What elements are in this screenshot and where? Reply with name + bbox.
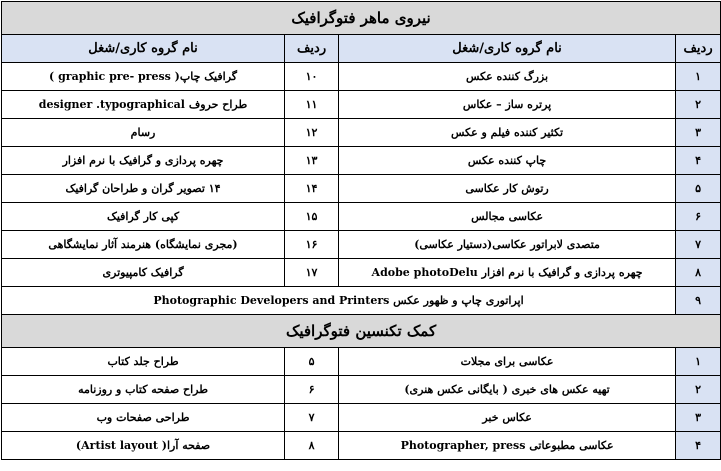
row-number: ۳ [676, 404, 721, 432]
job-name: تکثیر کننده فیلم و عکس [339, 119, 676, 147]
column-header-row [2, 35, 721, 63]
row-number: ۲ [676, 376, 721, 404]
header-name-right: نام گروه کاری/شغل [339, 35, 676, 63]
row-number: ۱۰ [285, 63, 339, 91]
header-name-left: نام گروه کاری/شغل [2, 35, 285, 63]
job-name: کپی کار گرافیک [2, 203, 285, 231]
row-number: ۸ [676, 259, 721, 287]
row-number: ۶ [676, 203, 721, 231]
job-name: رسام [2, 119, 285, 147]
job-name: عکاس خبر [339, 404, 676, 432]
row-number: ۵ [285, 348, 339, 376]
table-row [2, 376, 721, 404]
table-row [2, 404, 721, 432]
row-number: ۶ [285, 376, 339, 404]
row-number: ۱ [676, 348, 721, 376]
table-row [2, 63, 721, 91]
job-name: گرافیک چاپ( graphic pre- press ) [2, 63, 285, 91]
table-row [2, 203, 721, 231]
section-header-assistant [2, 315, 721, 348]
job-name: طراح حروف designer .typographical [2, 91, 285, 119]
header-num-right: ردیف [676, 35, 721, 63]
row-number: ۴ [676, 432, 721, 460]
table-row [2, 287, 721, 315]
job-name: رتوش کار عکاسی [339, 175, 676, 203]
section-header-skilled [2, 2, 721, 35]
row-number: ۴ [676, 147, 721, 175]
row-number: ۱۶ [285, 231, 339, 259]
job-name: طراح جلد کتاب [2, 348, 285, 376]
row-number: ۱۴ [285, 175, 339, 203]
job-name: چاپ کننده عکس [339, 147, 676, 175]
row-number: ۱۱ [285, 91, 339, 119]
job-name: (مجری نمایشگاه) هنرمند آثار نمایشگاهی [2, 231, 285, 259]
job-name: عکاسی مطبوعاتی Photographer, press [339, 432, 676, 460]
job-name: ۱۴ تصویر گران و طراحان گرافیک [2, 175, 285, 203]
row-number: ۱۷ [285, 259, 339, 287]
table-row [2, 91, 721, 119]
job-name: طراح صفحه کتاب و روزنامه [2, 376, 285, 404]
table-row [2, 259, 721, 287]
job-name: متصدی لابراتور عکاسی(دستیار عکاسی) [339, 231, 676, 259]
row-number: ۱۲ [285, 119, 339, 147]
section-title: نیروی ماهر فتوگرافیک [2, 2, 721, 35]
job-name: عکاسی مجالس [339, 203, 676, 231]
table-row [2, 432, 721, 460]
row-number: ۹ [676, 287, 721, 315]
job-name: پرتره ساز – عکاس [339, 91, 676, 119]
table-row [2, 119, 721, 147]
row-number: ۵ [676, 175, 721, 203]
job-name: صفحه آرا( Artist layout) [2, 432, 285, 460]
job-name: عکاسی برای مجلات [339, 348, 676, 376]
job-name: چهره پردازی و گرافیک با نرم افزار [2, 147, 285, 175]
row-number: ۲ [676, 91, 721, 119]
section-title: کمک تکنسین فتوگرافیک [2, 315, 721, 348]
table-row [2, 231, 721, 259]
job-name: گرافیک کامپیوتری [2, 259, 285, 287]
row-number: ۱۳ [285, 147, 339, 175]
header-num-left: ردیف [285, 35, 339, 63]
occupations-table [1, 1, 721, 460]
row-number: ۷ [285, 404, 339, 432]
job-name: چهره پردازی و گرافیک با نرم افزار Adobe photoDelu [339, 259, 676, 287]
table-row [2, 147, 721, 175]
job-name: اپراتوری چاپ و ظهور عکس Photographic Developers and Printers [2, 287, 676, 315]
job-name: طراحی صفحات وب [2, 404, 285, 432]
row-number: ۳ [676, 119, 721, 147]
table-row [2, 175, 721, 203]
row-number: ۷ [676, 231, 721, 259]
table-row [2, 348, 721, 376]
row-number: ۸ [285, 432, 339, 460]
row-number: ۱۵ [285, 203, 339, 231]
row-number: ۱ [676, 63, 721, 91]
job-name: بزرگ کننده عکس [339, 63, 676, 91]
job-name: تهیه عکس های خبری ( بایگانی عکس هنری) [339, 376, 676, 404]
